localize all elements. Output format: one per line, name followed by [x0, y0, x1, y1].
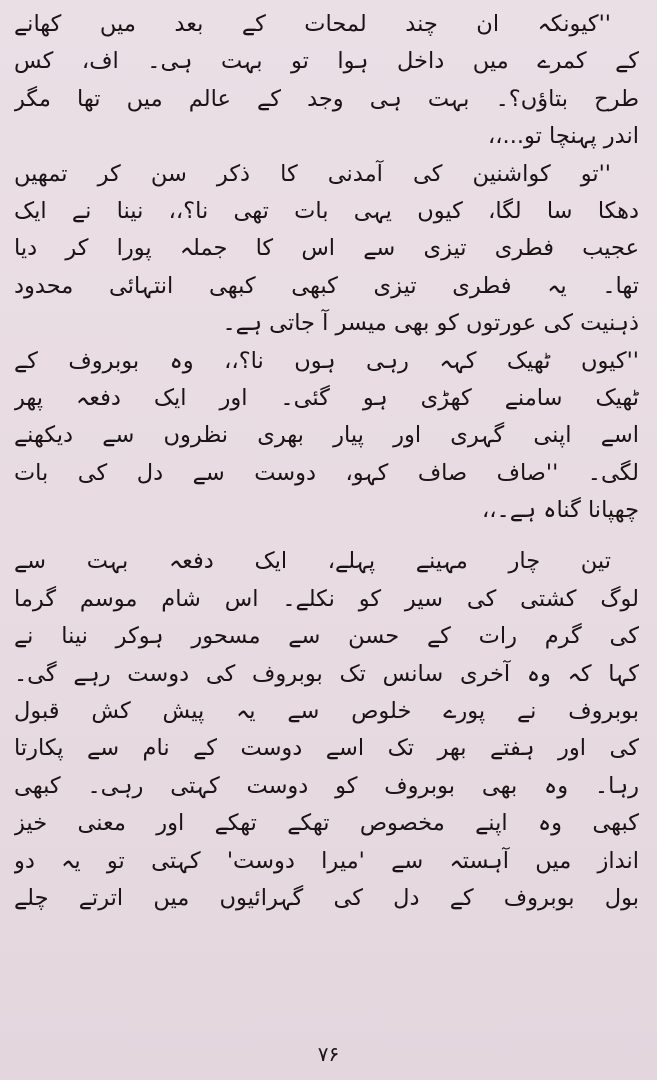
text-line: بول بوبروف کے دل کی گہرائیوں میں اترتے چلے: [14, 884, 639, 911]
body-text: [14, 6, 639, 917]
text-line: اندر پہنچا تو...،،: [488, 123, 639, 150]
text-line: کہا کہ وہ آخری سانس تک بوبروف کی دوست رہے گی۔: [14, 660, 639, 687]
text-line: ''تو کواشنین کی آمدنی کا ذکر سن کر تمھیں: [14, 160, 611, 187]
text-line: اسے اپنی گہری اور پیار بھری نظروں سے دیکھنے: [14, 422, 639, 449]
text-line: رہا۔ وہ بھی بوبروف کو دوست کہتی رہی۔ کبھی: [14, 772, 639, 799]
text-line: عجیب فطری تیزی سے اس کا جملہ پورا کر دیا: [14, 235, 639, 262]
text-line: ''کیونکہ ان چند لمحات کے بعد میں کھانے: [14, 11, 611, 37]
text-line: تھا۔ یہ فطری تیزی کبھی کبھی انتہائی محدود: [14, 272, 639, 299]
text-line: انداز میں آہستہ سے 'میرا دوست' کہتی تو یہ دو: [14, 847, 639, 874]
text-line: چھپانا گناہ ہے۔،،: [482, 497, 639, 524]
text-line: ''کیوں ٹھیک کہہ رہی ہوں نا؟،، وہ بوبروف کے: [14, 347, 639, 374]
text-line: تین چار مہینے پہلے، ایک دفعہ بہت سے: [14, 548, 611, 575]
paragraph-gap: [14, 529, 639, 543]
text-line: کبھی وہ اپنے مخصوص تھکے تھکے اور معنی خیز: [14, 810, 639, 837]
page-number: ۷۶: [317, 1042, 340, 1066]
text-line: طرح بتاؤں؟۔ بہت ہی وجد کے عالم میں تھا مگر: [14, 85, 639, 112]
text-line: کی گرم رات کے حسن سے مسحور ہوکر نینا نے: [14, 623, 639, 650]
text-line: کے کمرے میں داخل ہوا تو بہت ہی۔ اف، کس: [14, 48, 639, 75]
text-line: ٹھیک سامنے کھڑی ہو گئی۔ اور ایک دفعہ پھر: [14, 384, 639, 411]
text-line: کی اور ہفتے بھر تک اسے دوست کے نام سے پکارتا: [14, 735, 639, 762]
text-line: دھکا سا لگا، کیوں یہی بات تھی نا؟،، نینا نے ایک: [14, 197, 639, 224]
text-line: لگی۔ ''صاف صاف کہو، دوست سے دل کی بات: [14, 459, 639, 486]
text-line: بوبروف نے پورے خلوص سے یہ پیش کش قبول: [14, 698, 639, 725]
text-line: لوگ کشتی کی سیر کو نکلے۔ اس شام موسم گرما: [14, 585, 639, 612]
text-line: ذہنیت کی عورتوں کو بھی میسر آ جاتی ہے۔: [222, 310, 639, 337]
